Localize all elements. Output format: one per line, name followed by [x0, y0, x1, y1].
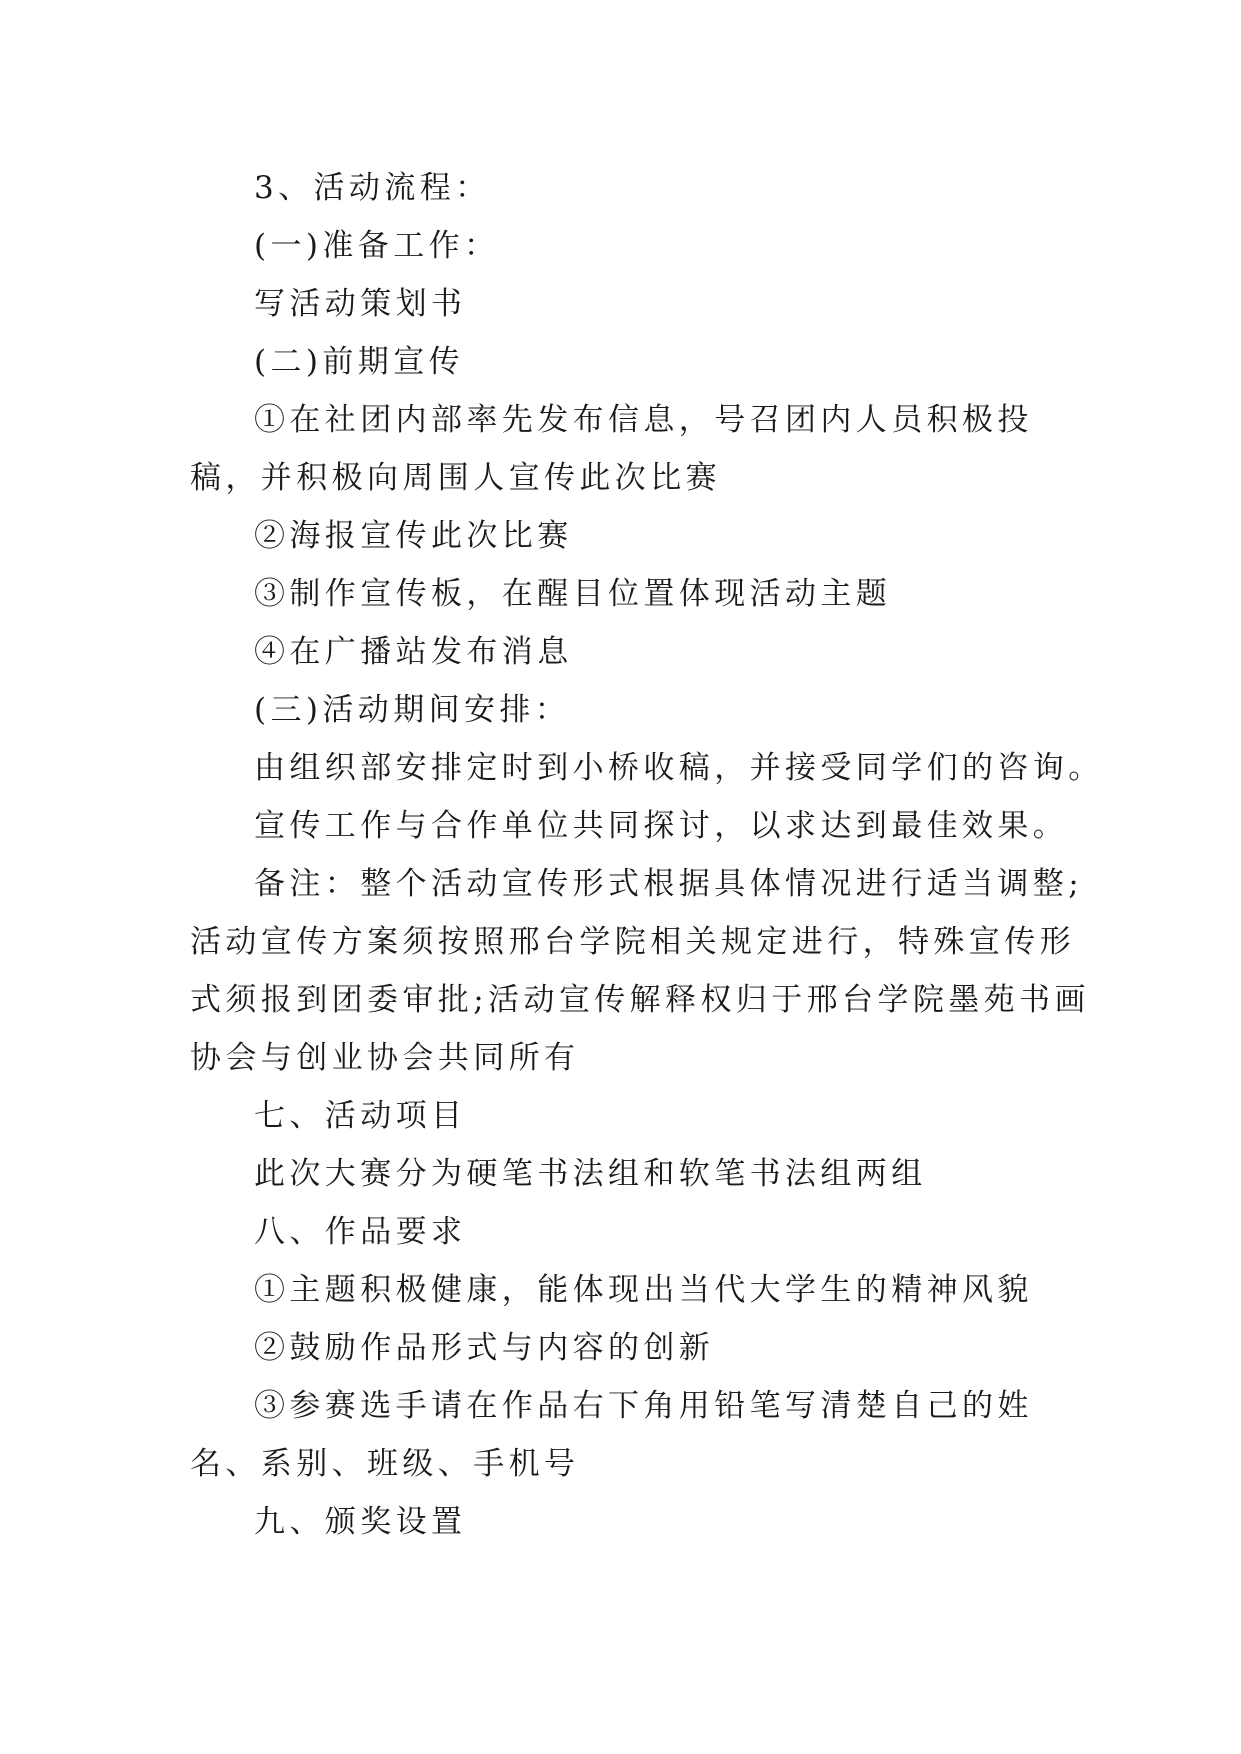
paragraph-activity-items-heading: 七、活动项目	[254, 1098, 467, 1134]
paragraph-competition-groups: 此次大赛分为硬笔书法组和软笔书法组两组	[254, 1156, 927, 1192]
paragraph-collect-submissions: 由组织部安排定时到小桥收稿，并接受同学们的咨询。	[254, 750, 1104, 786]
paragraph-requirement-3: ③参赛选手请在作品右下角用铅笔写清楚自己的姓名、系别、班级、手机号	[190, 1388, 1033, 1482]
paragraph-publicity-item-4: ④在广播站发布消息	[254, 634, 573, 670]
paragraph-publicity-item-2: ②海报宣传此次比赛	[254, 518, 573, 554]
paragraph-remarks: 备注：整个活动宣传形式根据具体情况进行适当调整;活动宣传方案须按照邢台学院相关规定进行，特殊宣传形式须报到团委审批;活动宣传解释权归于邢台学院墨苑书画协会与创业协会共同所有	[190, 866, 1090, 1076]
paragraph-requirement-1: ①主题积极健康，能体现出当代大学生的精神风貌	[254, 1272, 1033, 1308]
paragraph-publicity-item-1: ①在社团内部率先发布信息，号召团内人员积极投稿，并积极向周围人宣传此次比赛	[190, 402, 1033, 496]
paragraph-work-requirements-heading: 八、作品要求	[254, 1214, 467, 1250]
paragraph-activity-arrangement: (三)活动期间安排：	[254, 692, 571, 728]
document-body	[190, 159, 1104, 1551]
paragraph-awards-heading: 九、颁奖设置	[254, 1504, 467, 1540]
paragraph-write-plan: 写活动策划书	[254, 286, 467, 322]
paragraph-publicity-item-3: ③制作宣传板，在醒目位置体现活动主题	[254, 576, 892, 612]
paragraph-activity-process: 3、活动流程：	[254, 170, 491, 206]
paragraph-preparation: (一)准备工作：	[254, 228, 500, 264]
paragraph-publicity-discussion: 宣传工作与合作单位共同探讨，以求达到最佳效果。	[254, 808, 1069, 844]
paragraph-early-publicity: (二)前期宣传	[254, 344, 464, 380]
paragraph-requirement-2: ②鼓励作品形式与内容的创新	[254, 1330, 715, 1366]
